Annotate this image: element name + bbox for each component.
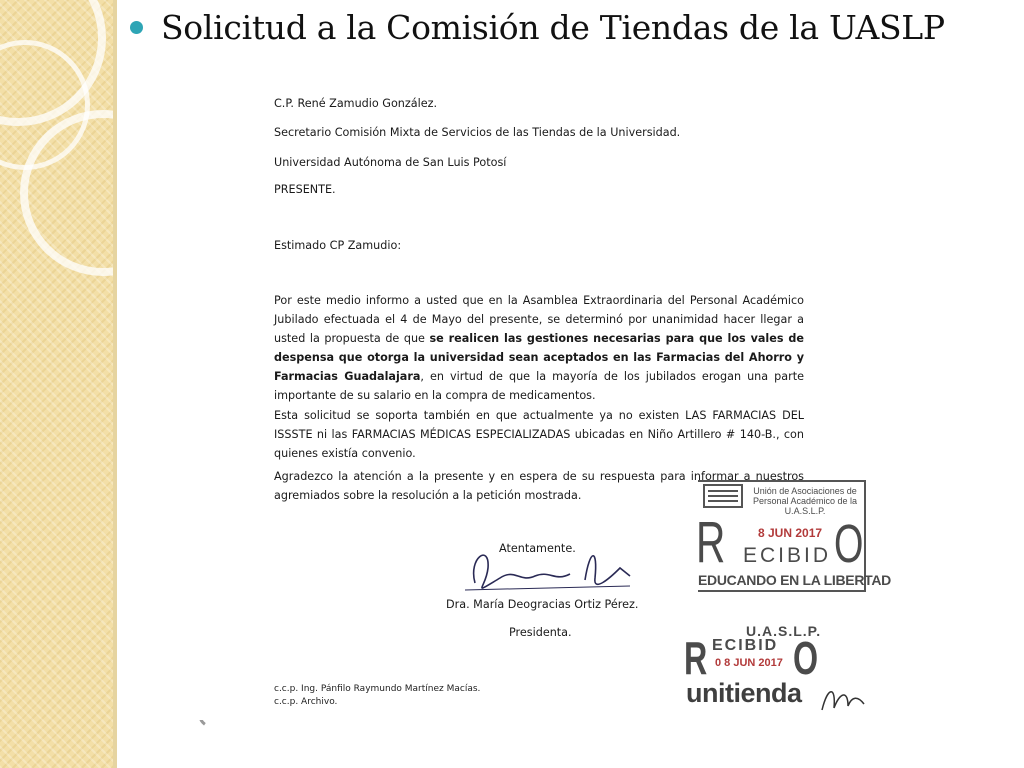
stamp2-letter-r: R (684, 632, 708, 684)
closing: Atentamente. (499, 542, 576, 555)
stamp1-date: 8 JUN 2017 (758, 526, 823, 540)
stamp2-date: 0 8 JUN 2017 (715, 657, 783, 669)
stamp2-recibido: ECIBID (712, 637, 779, 654)
paragraph-3: Agradezco la atención a la presente y en espera de su respuesta para informar a nuestros agremiados sobre la resolución a la petición mostrada. (274, 470, 804, 502)
stamp2-header: U.A.S.L.P. (746, 623, 822, 639)
slide-title: Solicitud a la Comisión de Tiendas de la UASLP (161, 8, 945, 47)
signature-scribble (460, 538, 640, 598)
bullet-icon (130, 21, 143, 34)
scanned-letter (190, 86, 907, 720)
signer-role: Presidenta. (509, 626, 572, 639)
salutation: Estimado CP Zamudio: (274, 239, 402, 252)
stamp1-letter-r: R (696, 510, 726, 575)
stamp2-letter-o: O (793, 632, 819, 684)
stamp1-letter-o: O (834, 514, 864, 574)
recipient-name: C.P. René Zamudio González. (274, 97, 438, 110)
signer-name: Dra. María Deogracias Ortiz Pérez. (446, 598, 639, 611)
presente: PRESENTE. (274, 183, 336, 196)
paragraph-2: Esta solicitud se soporta también en que actualmente ya no existen LAS FARMACIAS DEL ISSSTE ni las FARMACIAS MÉDICAS ESPECIALIZADAS ubicadas en Niño Artillero # 140-B., con quienes existía convenio. (274, 409, 804, 460)
cc-line-1: c.c.p. Ing. Pánfilo Raymundo Martínez Macías. (274, 684, 481, 694)
stamp1-motto: EDUCANDO EN LA LIBERTAD (698, 572, 891, 588)
recipient-role: Secretario Comisión Mixta de Servicios de las Tiendas de la Universidad. (274, 126, 681, 139)
stamp2-brand: unitienda (686, 678, 802, 708)
stamp1-recibido: ECIBID (743, 544, 832, 567)
stamp2-initials-scribble (818, 682, 868, 714)
stamp1-org: Unión de Asociaciones de Personal Académico de la U.A.S.L.P. (752, 486, 858, 516)
paragraph-1-bold: se realicen las gestiones necesarias para que los vales de despensa que otorga la universidad sean aceptados en las Farmacias del Ahorro y Farmacias Guadalajara (274, 332, 804, 383)
panel-divider (113, 0, 117, 768)
recipient-org: Universidad Autónoma de San Luis Potosí (274, 156, 507, 169)
decorative-side-panel (0, 0, 113, 768)
slide-title-row (130, 8, 945, 47)
stamp-logo-icon (702, 483, 744, 509)
cc-line-2: c.c.p. Archivo. (274, 697, 338, 707)
paragraph-1: Por este medio informo a usted que en la Asamblea Extraordinaria del Personal Académico Jubilado efectuada el 4 de Mayo del presente, se determinó por unanimidad hacer llegar a usted la propuesta de que se realicen las gestiones necesarias para que los vales de despensa que otorga la universidad sean aceptados en las Farmacias del Ahorro y Farmacias Guadalajara, en virtud de que la mayoría de los jubilados erogan una parte importante de su salario en la compra de medicamentos. (274, 294, 804, 402)
